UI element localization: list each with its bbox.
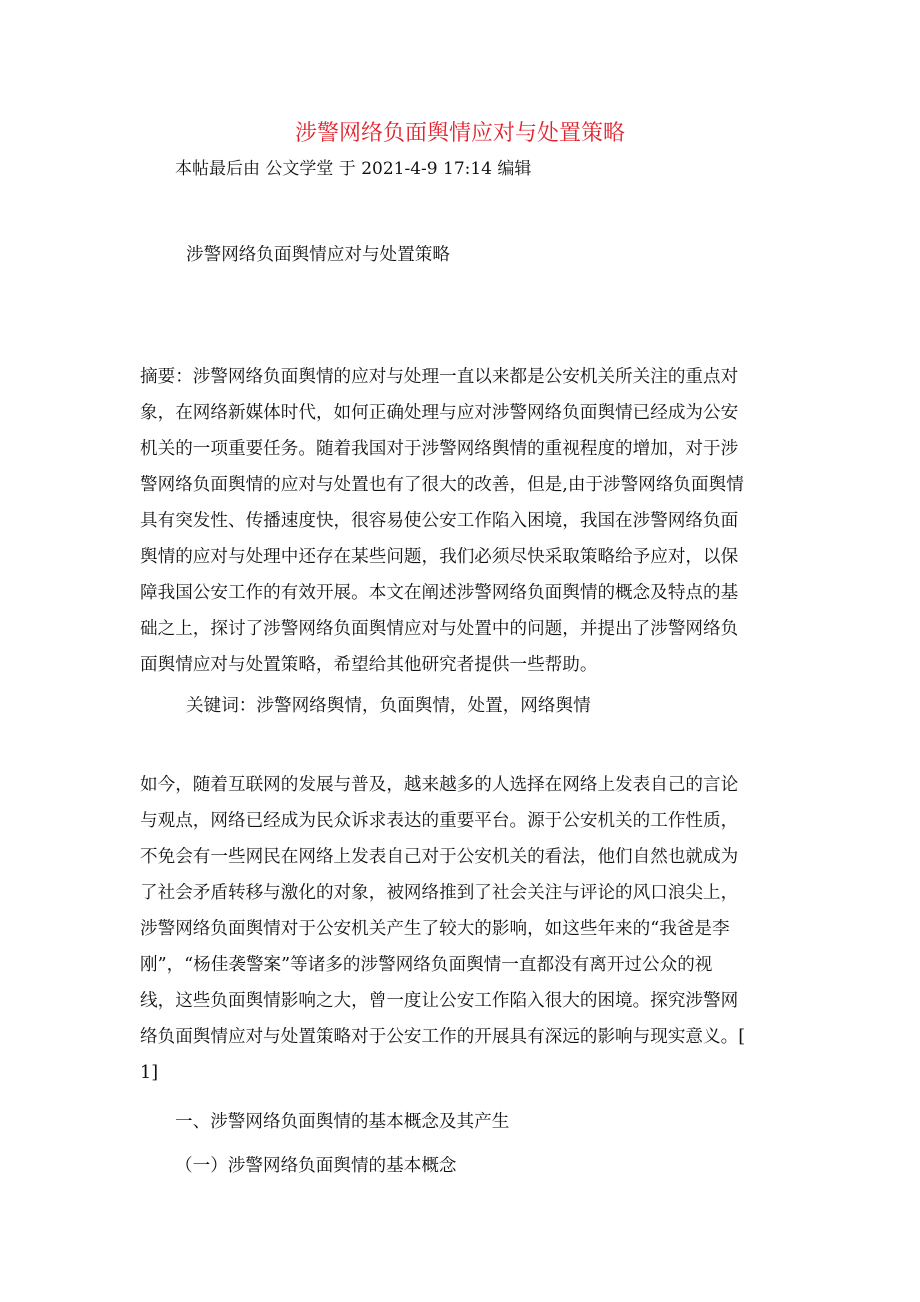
intro-line: 与观点，网络已经成为民众诉求表达的重要平台。源于公安机关的工作性质， (140, 811, 739, 831)
abstract-line: 警网络负面舆情的应对与处置也有了很大的改善，但是,由于涉警网络负面舆情 (140, 475, 744, 495)
intro-line: 络负面舆情应对与处置策略对于公安工作的开展具有深远的影响与现实意义。[ (140, 1027, 746, 1047)
intro-line: 不免会有一些网民在网络上发表自己对于公安机关的看法，他们自然也就成为 (140, 847, 739, 867)
document-title: 涉警网络负面舆情应对与处置策略 (294, 121, 625, 146)
document-subtitle: 涉警网络负面舆情应对与处置策略 (186, 245, 450, 265)
section-heading: 一、涉警网络负面舆情的基本概念及其产生 (175, 1112, 510, 1132)
abstract-line: 舆情的应对与处理中还存在某些问题，我们必须尽快采取策略给予应对，以保 (140, 547, 739, 567)
abstract-line: 象，在网络新媒体时代，如何正确处理与应对涉警网络负面舆情已经成为公安 (140, 403, 739, 423)
edit-meta: 本帖最后由 公文学堂 于 2021-4-9 17:14 编辑 (175, 159, 532, 179)
abstract-line: 具有突发性、传播速度快，很容易使公安工作陷入困境，我国在涉警网络负面 (140, 511, 739, 531)
intro-line: 如今，随着互联网的发展与普及，越来越多的人选择在网络上发表自己的言论 (140, 775, 739, 795)
intro-line: 1] (140, 1063, 159, 1083)
intro-line: 线，这些负面舆情影响之大，曾一度让公安工作陷入很大的困境。探究涉警网 (140, 991, 739, 1011)
abstract-line: 障我国公安工作的有效开展。本文在阐述涉警网络负面舆情的概念及特点的基 (140, 583, 739, 603)
subsection-heading: （一）涉警网络负面舆情的基本概念 (175, 1156, 457, 1176)
intro-line: 涉警网络负面舆情对于公安机关产生了较大的影响，如这些年来的“我爸是李 (140, 919, 730, 939)
intro-line: 刚”，“杨佳袭警案”等诸多的涉警网络负面舆情一直都没有离开过公众的视 (140, 955, 713, 975)
abstract-line: 机关的一项重要任务。随着我国对于涉警网络舆情的重视程度的增加，对于涉 (140, 439, 739, 459)
intro-line: 了社会矛盾转移与激化的对象，被网络推到了社会关注与评论的风口浪尖上， (140, 883, 739, 903)
abstract-line: 面舆情应对与处置策略，希望给其他研究者提供一些帮助。 (140, 655, 598, 675)
keywords: 关键词：涉警网络舆情，负面舆情，处置，网络舆情 (186, 696, 591, 716)
abstract-line: 础之上，探讨了涉警网络负面舆情应对与处置中的问题，并提出了涉警网络负 (140, 619, 739, 639)
abstract-line: 摘要：涉警网络负面舆情的应对与处理一直以来都是公安机关所关注的重点对 (140, 367, 739, 387)
